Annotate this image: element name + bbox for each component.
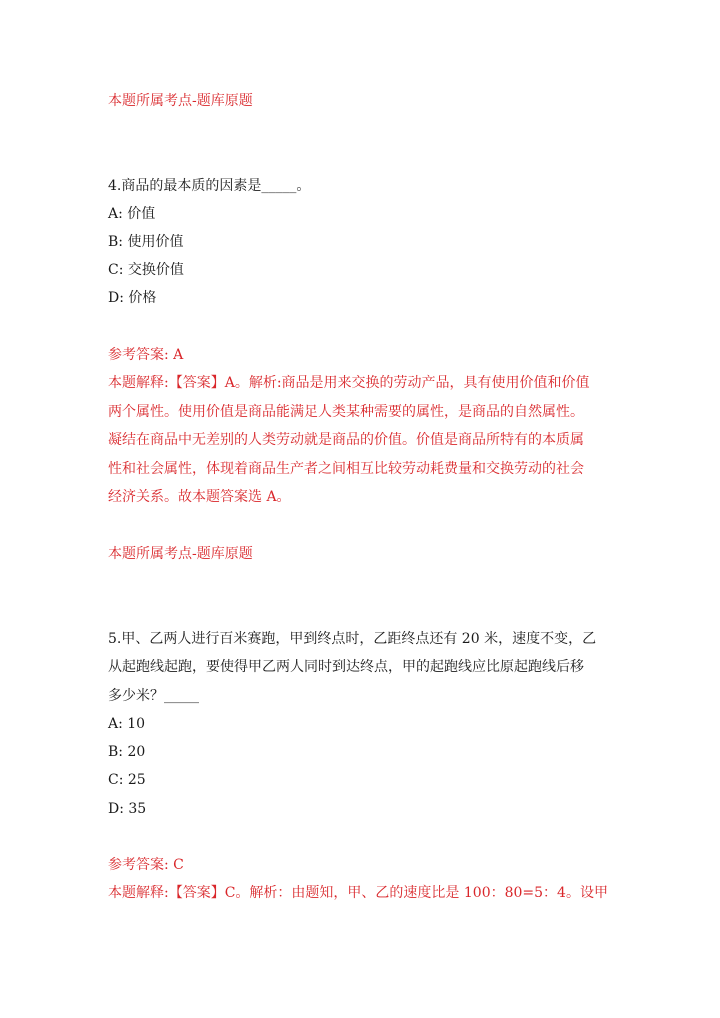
q5-answer: 参考答案: C <box>108 857 184 873</box>
q4-explanation-line: 本题解释:【答案】A。解析:商品是用来交换的劳动产品，具有使用价值和价值 <box>108 375 590 391</box>
q5-explanation-line: 本题解释:【答案】C。解析：由题知，甲、乙的速度比是 100：80=5：4。设甲 <box>108 885 608 901</box>
q4-option-a: A: 价值 <box>108 206 156 222</box>
q3-source-tag: 本题所属考点-题库原题 <box>108 93 253 109</box>
q4-explanation-line: 两个属性。使用价值是商品能满足人类某种需要的属性，是商品的自然属性。 <box>108 404 584 420</box>
q4-source-tag: 本题所属考点-题库原题 <box>108 546 253 562</box>
q5-option-a: A: 10 <box>108 716 146 732</box>
q5-option-c: C: 25 <box>108 772 146 788</box>
q4-explanation-line: 经济关系。故本题答案选 A。 <box>108 489 291 505</box>
q4-option-b: B: 使用价值 <box>108 234 184 250</box>
q4-option-d: D: 价格 <box>108 290 157 306</box>
q4-explanation-line: 性和社会属性，体现着商品生产者之间相互比较劳动耗费量和交换劳动的社会 <box>108 461 584 477</box>
q4-stem: 4.商品的最本质的因素是_____。 <box>108 178 311 194</box>
q5-stem-line: 5.甲、乙两人进行百米赛跑，甲到终点时，乙距终点还有 20 米，速度不变，乙 <box>108 631 597 647</box>
q5-stem-line: 多少米？_____ <box>108 688 199 704</box>
q5-option-d: D: 35 <box>108 801 147 817</box>
q5-stem-line: 从起跑线起跑，要使得甲乙两人同时到达终点，甲的起跑线应比原起跑线后移 <box>108 659 584 675</box>
q4-explanation-line: 凝结在商品中无差别的人类劳动就是商品的价值。价值是商品所特有的本质属 <box>108 432 584 448</box>
q4-option-c: C: 交换价值 <box>108 262 184 278</box>
q5-option-b: B: 20 <box>108 744 146 760</box>
q4-answer: 参考答案: A <box>108 347 184 363</box>
